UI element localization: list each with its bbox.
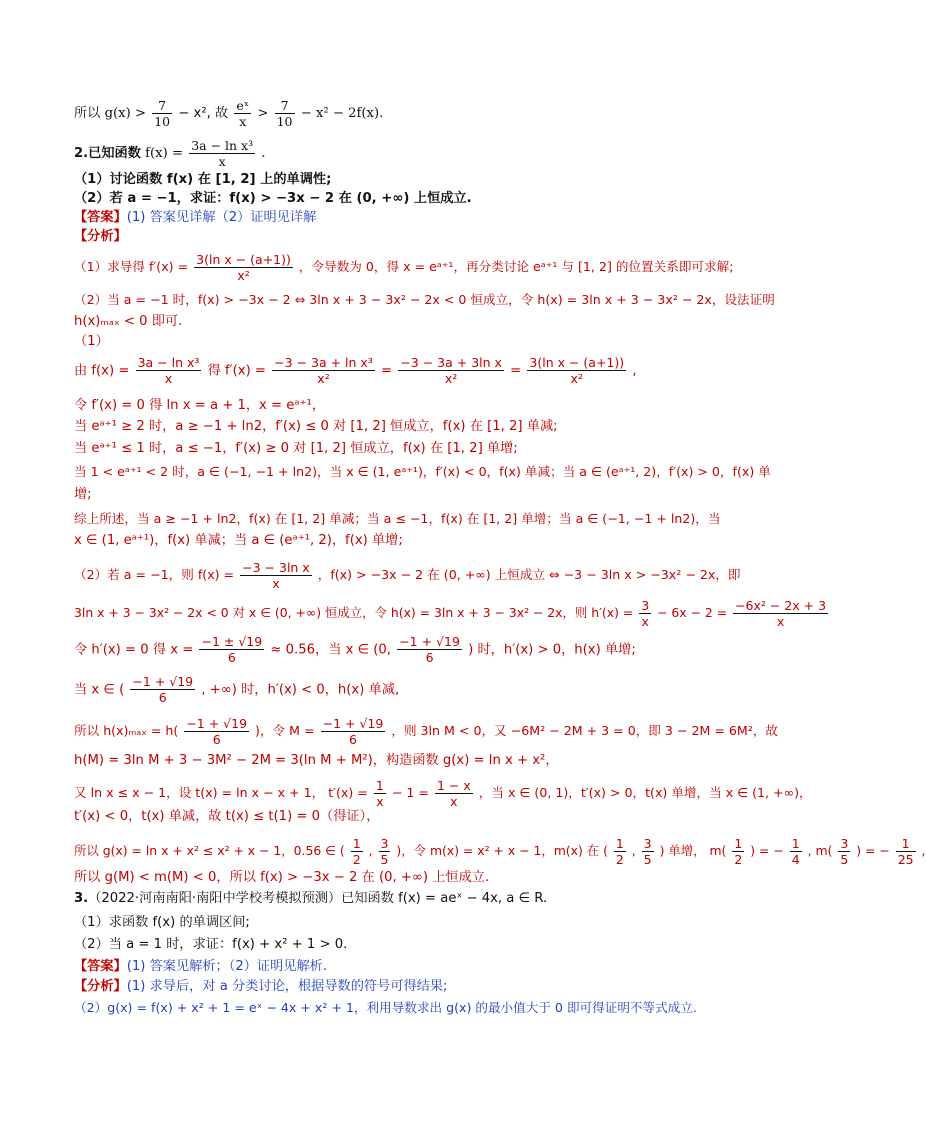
math: , m( <box>807 843 833 858</box>
fraction: $\frac{-1 + √19}{6}$ <box>186 716 248 747</box>
line-10: （1） <box>74 334 109 349</box>
line-31: （2）当 a = 1 时，求证：f(x) + x² + 1 > 0. <box>74 937 348 952</box>
text: （1）求导得 <box>74 259 145 274</box>
text: 3ln x + 3 − 3x² − 2x < 0 对 x ∈ (0, +∞) 恒成立，令 h(x) = 3ln x + 3 − 3x² − 2x，则 <box>74 605 588 620</box>
math: = <box>510 363 522 379</box>
text: ) 单增， <box>659 843 706 858</box>
fraction: $\frac{-1 + √19}{6}$ <box>399 634 460 665</box>
fraction: $\frac{3}{5}$ <box>643 836 652 867</box>
math: , <box>921 843 926 858</box>
answer-line <box>74 209 316 227</box>
math: , <box>632 363 637 379</box>
math: − x² − 2f(x). <box>300 106 384 121</box>
text: − x², 故 <box>178 106 229 121</box>
fraction: $\frac{-1 + √19}{6}$ <box>322 716 384 747</box>
line-1 <box>74 98 383 129</box>
text: 当 <box>74 682 88 698</box>
problem-3-title <box>74 890 547 908</box>
answer-tag: 【答案】 <box>74 210 127 225</box>
line-27 <box>74 836 926 867</box>
fraction: $\frac{\text{3a − ln x³}}{x}$ <box>137 355 200 386</box>
text: （2022·河南南阳·南阳中学校考模拟预测）已知函数 f(x) = aeˣ − 4x, a ∈ R. <box>88 891 548 906</box>
answer-line-3 <box>74 958 327 976</box>
fraction: $\frac{1}{4}$ <box>791 836 800 867</box>
fraction: $\frac{\text{−3 − 3ln x}}{x}$ <box>242 560 310 591</box>
math: x ∈ ( <box>91 682 125 698</box>
analysis-text: (1) 求导后，对 a 分类讨论，根据导数的符号可得结果; <box>126 979 448 994</box>
line-24: h(M) = 3ln M + 3 − 3M² − 2M = 3(ln M + M²)，构造函数 g(x) = ln x + x²， <box>74 753 559 768</box>
line-14: 当 eᵃ⁺¹ ≤ 1 时，a ≤ −1，f′(x) ≥ 0 对 [1, 2] 恒成立，f(x) 在 [1, 2] 单增; <box>74 441 518 456</box>
line-16: 增; <box>74 487 92 502</box>
math: h′(x) = <box>591 605 634 620</box>
line-13: 当 eᵃ⁺¹ ≥ 2 时，a ≥ −1 + ln2，f′(x) ≤ 0 对 [1, 2] 恒成立，f(x) 在 [1, 2] 单减; <box>74 419 558 434</box>
text: 得 <box>207 363 221 379</box>
line-18: x ∈ (1, eᵃ⁺¹)，f(x) 单减；当 a ∈ (eᵃ⁺¹, 2)，f(x) 单增; <box>74 533 403 548</box>
math: , <box>631 843 636 858</box>
line-23 <box>74 716 778 747</box>
fraction: $\frac{1}{x}$ <box>375 778 384 809</box>
text: ，当 x ∈ (0, 1)，t′(x) > 0，t(x) 单增，当 x ∈ (1, +∞)， <box>478 785 812 800</box>
line-8: （2）当 a = −1 时，f(x) > −3x − 2 ⇔ 3ln x + 3 − 3x² − 2x < 0 恒成立，令 h(x) = 3ln x + 3 − 3x² − 2x，设法证明 <box>74 292 775 307</box>
math: f(x) = <box>145 146 183 161</box>
fraction: $\frac{1}{2}$ <box>352 836 361 867</box>
text: 所以 <box>74 106 101 121</box>
fraction: $\frac{1}{2}$ <box>734 836 743 867</box>
text: ，则 3ln M < 0，又 −6M² − 2M + 3 = 0，即 3 − 2M = 6M²，故 <box>391 723 779 738</box>
text: ，f(x) > −3x − 2 在 (0, +∞) 上恒成立 ⇔ −3 − 3ln x > −3x² − 2x，即 <box>317 567 741 582</box>
fraction: $\frac{7}{10}$ <box>154 98 171 129</box>
math: h(x)ₘₐₓ = h( <box>103 723 179 738</box>
math: f′(x) = <box>224 363 266 379</box>
fraction: $\frac{7}{10}$ <box>276 98 293 129</box>
problem-number: 3. <box>74 891 89 906</box>
line-9: h(x)ₘₐₓ < 0 即可. <box>74 314 183 329</box>
math: ) = − <box>856 843 890 858</box>
line-21 <box>74 634 636 665</box>
fraction: $\frac{3}{5}$ <box>380 836 389 867</box>
answer-text: (1) 答案见解析；（2）证明见解析. <box>126 959 328 974</box>
math: − 1 = <box>391 785 429 800</box>
text: )，令 <box>255 723 286 738</box>
line-7 <box>74 252 733 283</box>
line-17: 综上所述，当 a ≥ −1 + ln2，f(x) 在 [1, 2] 单减；当 a ≤ −1，f(x) 在 [1, 2] 单增；当 a ∈ (−1, −1 + ln2)，当 <box>74 511 721 526</box>
line-3: （1）讨论函数 f(x) 在 [1, 2] 上的单调性; <box>74 172 332 187</box>
analysis-tag-line <box>74 228 127 246</box>
fraction: $\frac{\text{3a − ln x³}}{x}$ <box>191 138 254 169</box>
text: 由 <box>74 363 88 379</box>
math: x = <box>170 642 194 658</box>
math: ) = − <box>750 843 784 858</box>
math: g(x) > <box>104 106 146 121</box>
fraction: $\frac{-1 \pm √19}{6}$ <box>201 634 263 665</box>
line-30: （1）求函数 f(x) 的单调区间; <box>74 915 250 930</box>
analysis-tag: 【分析】 <box>74 979 127 994</box>
text: （2）若 a = −1，则 <box>74 567 194 582</box>
text: 又 ln x ≤ x − 1，设 t(x) = ln x − x + 1， <box>74 785 325 800</box>
text: )，令 m(x) = x² + x − 1，m(x) 在 ( <box>396 843 608 858</box>
text: 令 h′(x) = 0 得 <box>74 642 167 658</box>
line-11 <box>74 355 637 386</box>
math: t′(x) = <box>328 785 368 800</box>
math: = <box>381 363 393 379</box>
text: 所以 g(x) = ln x + x² ≤ x² + x − 1，0.56 ∈ ( <box>74 843 345 858</box>
problem-2-title <box>74 138 266 169</box>
line-25 <box>74 778 812 809</box>
fraction: $\frac{3}{x}$ <box>641 598 650 629</box>
text: ≈ 0.56，当 <box>270 642 342 658</box>
analysis-tag: 【分析】 <box>74 229 127 244</box>
line-15: 当 1 < eᵃ⁺¹ < 2 时，a ∈ (−1, −1 + ln2)，当 x ∈ (1, eᵃ⁺¹)，f′(x) < 0，f(x) 单减；当 a ∈ (eᵃ⁺¹, 2)，f′(x) > 0，f(x) 单 <box>74 464 771 479</box>
text: 2.已知函数 <box>74 146 141 161</box>
math: . <box>261 146 266 161</box>
line-22 <box>74 674 399 705</box>
math: m( <box>709 843 727 858</box>
math: f(x) = <box>197 567 235 582</box>
fraction: $\frac{\text{3(ln x − (a+1))}}{\text{x²}}$ <box>529 355 625 386</box>
text: 所以 <box>74 723 100 738</box>
fraction: $\frac{3}{5}$ <box>840 836 849 867</box>
math: , <box>368 843 373 858</box>
math: − 6x − 2 = <box>657 605 728 620</box>
fraction: $\frac{1}{2}$ <box>615 836 624 867</box>
math: f(x) = <box>91 363 130 379</box>
line-28: 所以 g(M) < m(M) < 0，所以 f(x) > −3x − 2 在 (0, +∞) 上恒成立. <box>74 870 490 885</box>
analysis-line-3 <box>74 978 447 996</box>
fraction: $\frac{\text{−3 − 3a + ln x³}}{\text{x²}}$ <box>274 355 373 386</box>
fraction: $\frac{1 - x}{x}$ <box>436 778 471 809</box>
fraction: $\frac{\text{−6x² − 2x + 3}}{x}$ <box>735 598 827 629</box>
line-20 <box>74 598 830 629</box>
fraction: $\frac{-1 + √19}{6}$ <box>132 674 194 705</box>
answer-text: (1) 答案见详解（2）证明见详解 <box>126 210 317 225</box>
math: M = <box>289 723 315 738</box>
line-12: 令 f′(x) = 0 得 ln x = a + 1，x = eᵃ⁺¹， <box>74 398 325 413</box>
fraction: $\frac{1}{25}$ <box>897 836 914 867</box>
fraction: $\frac{\text{eˣ}}{x}$ <box>236 98 250 129</box>
text: ，令导数为 0，得 x = eᵃ⁺¹，再分类讨论 eᵃ⁺¹ 与 [1, 2] 的位置关系即可求解; <box>298 259 734 274</box>
fraction: $\frac{\text{3(ln x − (a+1))}}{\text{x²}}$ <box>196 252 291 283</box>
math: x ∈ (0, <box>345 642 391 658</box>
line-4: （2）若 a = −1，求证：f(x) > −3x − 2 在 (0, +∞) 上恒成立. <box>74 191 472 206</box>
line-34: （2）g(x) = f(x) + x² + 1 = eˣ − 4x + x² + 1，利用导数求出 g(x) 的最小值大于 0 即可得证明不等式成立. <box>74 1000 697 1015</box>
math: f′(x) = <box>149 259 189 274</box>
answer-tag: 【答案】 <box>74 959 127 974</box>
text: , +∞) 时，h′(x) < 0，h(x) 单减, <box>201 682 400 698</box>
fraction: $\frac{\text{−3 − 3a + 3ln x}}{\text{x²}}$ <box>400 355 502 386</box>
math: > <box>257 106 269 121</box>
line-26: t′(x) < 0，t(x) 单减，故 t(x) ≤ t(1) = 0（得证）， <box>74 809 380 824</box>
text: ) 时，h′(x) > 0，h(x) 单增; <box>468 642 636 658</box>
line-19 <box>74 560 741 591</box>
